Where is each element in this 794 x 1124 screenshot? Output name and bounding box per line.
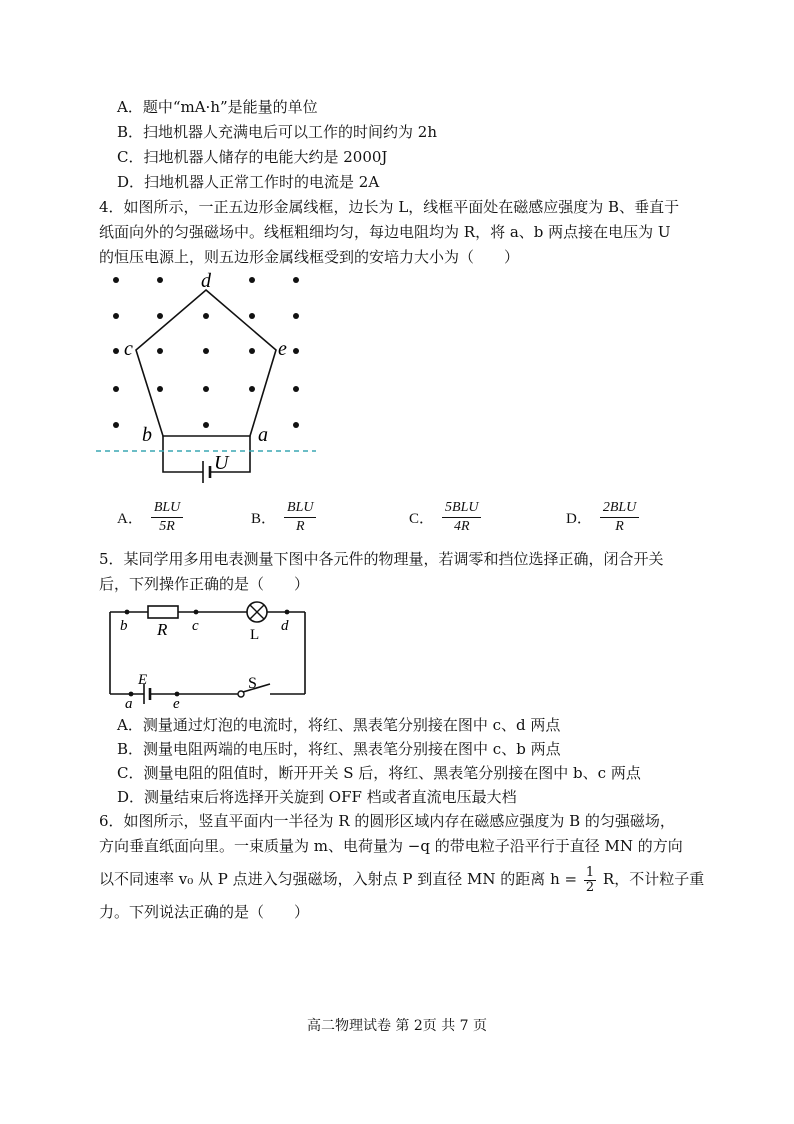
q5-circuit-figure — [100, 598, 315, 710]
q3-option-c: C．扫地机器人储存的电能大约是 2000J — [117, 148, 388, 166]
q4-choice-a-fraction: $\frac{\text{BLU}}{5R}$ — [151, 500, 183, 535]
label-u: U — [214, 452, 229, 474]
label-l: L — [250, 627, 260, 643]
q5-option-d: D．测量结束后将选择开关旋到 OFF 档或者直流电压最大档 — [117, 788, 517, 806]
source-wire — [163, 436, 203, 472]
pentagon-frame — [136, 290, 276, 436]
label-e-source: E — [138, 672, 148, 688]
q6-stem-line3: 以不同速率 v₀ 从 P 点进入匀强磁场，入射点 P 到直径 MN 的距离 h = $\frac{1}{2}$ R，不计粒子重 — [99, 864, 705, 895]
resistor-r — [148, 606, 178, 618]
q3-option-d: D．扫地机器人正常工作时的电流是 2A — [117, 173, 380, 191]
label-e: e — [278, 338, 287, 360]
label-d: d — [281, 618, 289, 634]
q3-option-b: B．扫地机器人充满电后可以工作的时间约为 2h — [117, 123, 437, 141]
q5-option-b: B．测量电阻两端的电压时，将红、黑表笔分别接在图中 c、b 两点 — [117, 740, 561, 758]
q4-stem-line3: 的恒压电源上，则五边形金属线框受到的安培力大小为（ ） — [99, 248, 520, 266]
label-a: a — [125, 696, 133, 710]
page-footer: 高二物理试卷 第 2页 共 7 页 — [306, 1018, 488, 1034]
q4-choice-d-fraction: $\frac{\text{2BLU}}{R}$ — [600, 500, 639, 535]
label-c: c — [124, 338, 133, 360]
label-r: R — [157, 620, 168, 639]
q3-option-a: A．题中“mA·h”是能量的单位 — [117, 98, 318, 116]
q4-choice-d: D． $\frac{\text{2BLU}}{R}$ — [566, 500, 639, 535]
q5-option-a: A．测量通过灯泡的电流时，将红、黑表笔分别接在图中 c、d 两点 — [117, 716, 561, 734]
q4-choice-c-fraction: $\frac{\text{5BLU}}{4R}$ — [442, 500, 481, 535]
q4-choice-b: B． $\frac{\text{BLU}}{R}$ — [251, 500, 316, 535]
q4-choice-a: A． $\frac{\text{BLU}}{5R}$ — [117, 500, 183, 535]
q4-choice-c: C． $\frac{\text{5BLU}}{4R}$ — [409, 500, 481, 535]
label-c: c — [192, 618, 199, 634]
q6-stem-line2: 方向垂直纸面向里。一束质量为 m、电荷量为 −q 的带电粒子沿平行于直径 MN 的方向 — [99, 837, 683, 855]
q4-stem-line1: 4．如图所示，一正五边形金属线框，边长为 L，线框平面处在磁感应强度为 B、垂直于 — [99, 198, 680, 216]
label-a: a — [258, 424, 268, 446]
label-e: e — [173, 696, 180, 710]
q5-option-c: C．测量电阻的阻值时，断开开关 S 后，将红、黑表笔分别接在图中 b、c 两点 — [117, 764, 641, 782]
label-b: b — [142, 424, 152, 446]
q5-stem-line1: 5．某同学用多用电表测量下图中各元件的物理量，若调零和挡位选择正确，闭合开关 — [99, 550, 664, 568]
q4-pentagon-figure — [90, 268, 330, 490]
q6-stem-line4: 力。下列说法正确的是（ ） — [99, 903, 310, 921]
q5-stem-line2: 后，下列操作正确的是（ ） — [99, 575, 310, 593]
q6-fraction-half: $\frac{1}{2}$ — [585, 864, 595, 895]
q6-stem-line1: 6．如图所示，竖直平面内一半径为 R 的圆形区域内存在磁感应强度为 B 的匀强磁场， — [99, 812, 675, 830]
label-b: b — [120, 618, 128, 634]
field-dots — [113, 277, 299, 428]
q4-choice-b-fraction: $\frac{\text{BLU}}{R}$ — [284, 500, 316, 535]
label-d: d — [201, 270, 211, 292]
q4-stem-line2: 纸面向外的匀强磁场中。线框粗细均匀，每边电阻均为 R，将 a、b 两点接在电压为 U — [99, 223, 671, 241]
label-s: S — [248, 675, 257, 692]
